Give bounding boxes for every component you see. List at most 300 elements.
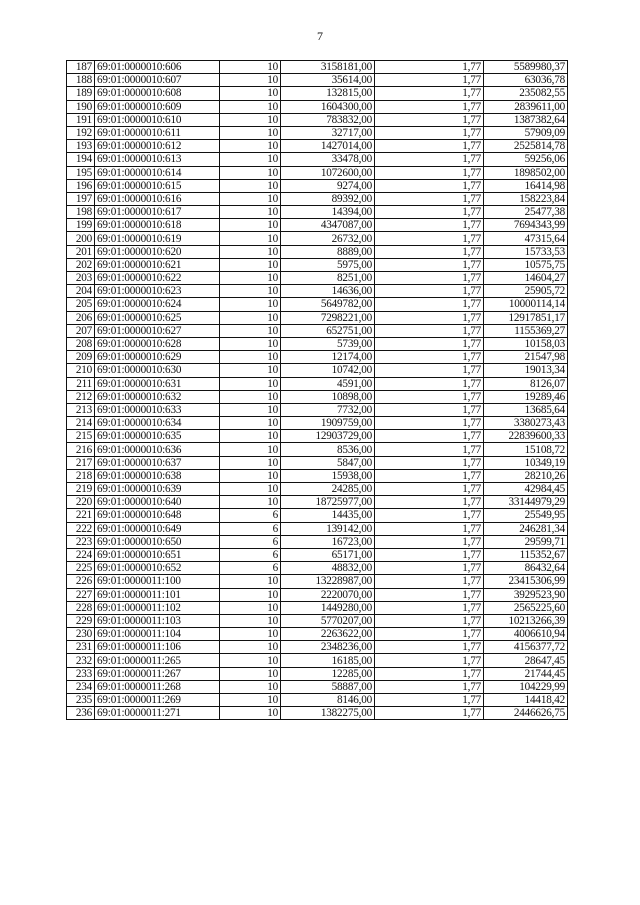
value-cell: 15938,00	[281, 469, 375, 482]
value-cell: 14636,00	[281, 285, 375, 298]
rate-cell: 10	[220, 258, 281, 271]
row-number-cell: 235	[67, 694, 95, 707]
coefficient-cell: 1,77	[375, 87, 484, 100]
amount-cell: 235082,55	[484, 87, 568, 100]
amount-cell: 25477,38	[484, 206, 568, 219]
row-number-cell: 209	[67, 351, 95, 364]
table-row	[67, 377, 568, 390]
coefficient-cell: 1,77	[375, 694, 484, 707]
rate-cell: 10	[220, 588, 281, 601]
cadastral-number-cell: 69:01:0000010:652	[95, 562, 220, 575]
value-cell: 33478,00	[281, 153, 375, 166]
row-number-cell: 233	[67, 667, 95, 680]
table-row	[67, 496, 568, 509]
row-number-cell: 205	[67, 298, 95, 311]
value-cell: 1449280,00	[281, 601, 375, 614]
amount-cell: 8126,07	[484, 377, 568, 390]
table-row	[67, 100, 568, 113]
cadastral-number-cell: 69:01:0000011:101	[95, 588, 220, 601]
row-number-cell: 222	[67, 522, 95, 535]
table-row	[67, 311, 568, 324]
table-row	[67, 219, 568, 232]
amount-cell: 28210,26	[484, 469, 568, 482]
table-row	[67, 654, 568, 667]
value-cell: 12174,00	[281, 351, 375, 364]
amount-cell: 2565225,60	[484, 601, 568, 614]
row-number-cell: 225	[67, 562, 95, 575]
cadastral-number-cell: 69:01:0000010:648	[95, 509, 220, 522]
data-table	[66, 60, 568, 720]
coefficient-cell: 1,77	[375, 614, 484, 627]
amount-cell: 10158,03	[484, 337, 568, 350]
table-row	[67, 179, 568, 192]
amount-cell: 14604,27	[484, 272, 568, 285]
amount-cell: 1898502,00	[484, 166, 568, 179]
coefficient-cell: 1,77	[375, 522, 484, 535]
rate-cell: 10	[220, 192, 281, 205]
value-cell: 1072600,00	[281, 166, 375, 179]
page-number: 7	[317, 29, 323, 43]
table-row	[67, 324, 568, 337]
row-number-cell: 212	[67, 390, 95, 403]
rate-cell: 10	[220, 140, 281, 153]
row-number-cell: 220	[67, 496, 95, 509]
cadastral-number-cell: 69:01:0000010:607	[95, 74, 220, 87]
coefficient-cell: 1,77	[375, 272, 484, 285]
cadastral-number-cell: 69:01:0000010:612	[95, 140, 220, 153]
row-number-cell: 194	[67, 153, 95, 166]
rate-cell: 10	[220, 654, 281, 667]
value-cell: 32717,00	[281, 126, 375, 139]
rate-cell: 10	[220, 707, 281, 720]
value-cell: 16185,00	[281, 654, 375, 667]
value-cell: 16723,00	[281, 535, 375, 548]
value-cell: 26732,00	[281, 232, 375, 245]
rate-cell: 10	[220, 232, 281, 245]
value-cell: 1382275,00	[281, 707, 375, 720]
rate-cell: 10	[220, 364, 281, 377]
amount-cell: 28647,45	[484, 654, 568, 667]
table-row	[67, 667, 568, 680]
row-number-cell: 201	[67, 245, 95, 258]
row-number-cell: 221	[67, 509, 95, 522]
cadastral-number-cell: 69:01:0000010:640	[95, 496, 220, 509]
amount-cell: 10575,75	[484, 258, 568, 271]
row-number-cell: 206	[67, 311, 95, 324]
coefficient-cell: 1,77	[375, 153, 484, 166]
amount-cell: 15108,72	[484, 443, 568, 456]
amount-cell: 19013,34	[484, 364, 568, 377]
rate-cell: 10	[220, 285, 281, 298]
row-number-cell: 207	[67, 324, 95, 337]
cadastral-number-cell: 69:01:0000010:608	[95, 87, 220, 100]
cadastral-number-cell: 69:01:0000010:613	[95, 153, 220, 166]
coefficient-cell: 1,77	[375, 483, 484, 496]
amount-cell: 21547,98	[484, 351, 568, 364]
rate-cell: 10	[220, 667, 281, 680]
coefficient-cell: 1,77	[375, 166, 484, 179]
coefficient-cell: 1,77	[375, 113, 484, 126]
table-row	[67, 232, 568, 245]
coefficient-cell: 1,77	[375, 575, 484, 588]
row-number-cell: 187	[67, 61, 95, 74]
amount-cell: 63036,78	[484, 74, 568, 87]
rate-cell: 10	[220, 272, 281, 285]
table-row	[67, 61, 568, 74]
row-number-cell: 211	[67, 377, 95, 390]
rate-cell: 10	[220, 614, 281, 627]
table-row	[67, 628, 568, 641]
table-row	[67, 337, 568, 350]
row-number-cell: 188	[67, 74, 95, 87]
cadastral-number-cell: 69:01:0000010:624	[95, 298, 220, 311]
amount-cell: 10000114,14	[484, 298, 568, 311]
cadastral-number-cell: 69:01:0000010:636	[95, 443, 220, 456]
value-cell: 12285,00	[281, 667, 375, 680]
coefficient-cell: 1,77	[375, 601, 484, 614]
table-row	[67, 298, 568, 311]
value-cell: 10898,00	[281, 390, 375, 403]
amount-cell: 47315,64	[484, 232, 568, 245]
rate-cell: 10	[220, 575, 281, 588]
row-number-cell: 231	[67, 641, 95, 654]
table-row	[67, 548, 568, 561]
amount-cell: 13685,64	[484, 403, 568, 416]
cadastral-number-cell: 69:01:0000010:637	[95, 456, 220, 469]
table-row	[67, 364, 568, 377]
rate-cell: 10	[220, 126, 281, 139]
cadastral-number-cell: 69:01:0000011:268	[95, 680, 220, 693]
table-row	[67, 694, 568, 707]
table-row	[67, 469, 568, 482]
value-cell: 58887,00	[281, 680, 375, 693]
rate-cell: 10	[220, 694, 281, 707]
cadastral-number-cell: 69:01:0000010:630	[95, 364, 220, 377]
row-number-cell: 224	[67, 548, 95, 561]
cadastral-number-cell: 69:01:0000010:651	[95, 548, 220, 561]
coefficient-cell: 1,77	[375, 680, 484, 693]
value-cell: 8536,00	[281, 443, 375, 456]
coefficient-cell: 1,77	[375, 417, 484, 430]
amount-cell: 5589980,37	[484, 61, 568, 74]
value-cell: 5975,00	[281, 258, 375, 271]
row-number-cell: 204	[67, 285, 95, 298]
row-number-cell: 197	[67, 192, 95, 205]
coefficient-cell: 1,77	[375, 311, 484, 324]
rate-cell: 10	[220, 61, 281, 74]
cadastral-number-cell: 69:01:0000010:619	[95, 232, 220, 245]
value-cell: 5770207,00	[281, 614, 375, 627]
coefficient-cell: 1,77	[375, 285, 484, 298]
value-cell: 1604300,00	[281, 100, 375, 113]
table-row	[67, 417, 568, 430]
value-cell: 13228987,00	[281, 575, 375, 588]
row-number-cell: 223	[67, 535, 95, 548]
coefficient-cell: 1,77	[375, 628, 484, 641]
row-number-cell: 189	[67, 87, 95, 100]
rate-cell: 10	[220, 324, 281, 337]
value-cell: 35614,00	[281, 74, 375, 87]
table-row	[67, 588, 568, 601]
table-row	[67, 272, 568, 285]
row-number-cell: 196	[67, 179, 95, 192]
rate-cell: 10	[220, 390, 281, 403]
value-cell: 652751,00	[281, 324, 375, 337]
row-number-cell: 219	[67, 483, 95, 496]
table-body	[67, 61, 568, 720]
table-row	[67, 456, 568, 469]
amount-cell: 25549,95	[484, 509, 568, 522]
row-number-cell: 214	[67, 417, 95, 430]
row-number-cell: 200	[67, 232, 95, 245]
table-row	[67, 113, 568, 126]
cadastral-number-cell: 69:01:0000010:615	[95, 179, 220, 192]
value-cell: 2263622,00	[281, 628, 375, 641]
amount-cell: 14418,42	[484, 694, 568, 707]
table-row	[67, 601, 568, 614]
coefficient-cell: 1,77	[375, 707, 484, 720]
coefficient-cell: 1,77	[375, 61, 484, 74]
row-number-cell: 203	[67, 272, 95, 285]
table-row	[67, 509, 568, 522]
rate-cell: 10	[220, 245, 281, 258]
row-number-cell: 226	[67, 575, 95, 588]
row-number-cell: 190	[67, 100, 95, 113]
value-cell: 1909759,00	[281, 417, 375, 430]
row-number-cell: 213	[67, 403, 95, 416]
amount-cell: 10349,19	[484, 456, 568, 469]
coefficient-cell: 1,77	[375, 232, 484, 245]
amount-cell: 115352,67	[484, 548, 568, 561]
cadastral-number-cell: 69:01:0000010:610	[95, 113, 220, 126]
value-cell: 48832,00	[281, 562, 375, 575]
coefficient-cell: 1,77	[375, 192, 484, 205]
rate-cell: 10	[220, 456, 281, 469]
row-number-cell: 210	[67, 364, 95, 377]
cadastral-number-cell: 69:01:0000010:634	[95, 417, 220, 430]
coefficient-cell: 1,77	[375, 206, 484, 219]
cadastral-number-cell: 69:01:0000010:606	[95, 61, 220, 74]
rate-cell: 6	[220, 522, 281, 535]
amount-cell: 104229,99	[484, 680, 568, 693]
table-row	[67, 206, 568, 219]
amount-cell: 246281,34	[484, 522, 568, 535]
rate-cell: 10	[220, 641, 281, 654]
coefficient-cell: 1,77	[375, 351, 484, 364]
value-cell: 4591,00	[281, 377, 375, 390]
rate-cell: 10	[220, 87, 281, 100]
rate-cell: 6	[220, 562, 281, 575]
cadastral-number-cell: 69:01:0000010:650	[95, 535, 220, 548]
coefficient-cell: 1,77	[375, 179, 484, 192]
table-row	[67, 535, 568, 548]
coefficient-cell: 1,77	[375, 74, 484, 87]
amount-cell: 16414,98	[484, 179, 568, 192]
coefficient-cell: 1,77	[375, 298, 484, 311]
amount-cell: 1155369,27	[484, 324, 568, 337]
table-row	[67, 192, 568, 205]
rate-cell: 6	[220, 548, 281, 561]
value-cell: 7732,00	[281, 403, 375, 416]
amount-cell: 158223,84	[484, 192, 568, 205]
amount-cell: 2839611,00	[484, 100, 568, 113]
rate-cell: 10	[220, 166, 281, 179]
coefficient-cell: 1,77	[375, 337, 484, 350]
coefficient-cell: 1,77	[375, 535, 484, 548]
cadastral-number-cell: 69:01:0000010:621	[95, 258, 220, 271]
coefficient-cell: 1,77	[375, 390, 484, 403]
row-number-cell: 215	[67, 430, 95, 443]
cadastral-number-cell: 69:01:0000010:635	[95, 430, 220, 443]
row-number-cell: 192	[67, 126, 95, 139]
amount-cell: 3929523,90	[484, 588, 568, 601]
value-cell: 18725977,00	[281, 496, 375, 509]
table-row	[67, 403, 568, 416]
value-cell: 12903729,00	[281, 430, 375, 443]
table-row	[67, 707, 568, 720]
cadastral-number-cell: 69:01:0000010:631	[95, 377, 220, 390]
table-row	[67, 483, 568, 496]
row-number-cell: 232	[67, 654, 95, 667]
coefficient-cell: 1,77	[375, 456, 484, 469]
coefficient-cell: 1,77	[375, 641, 484, 654]
cadastral-number-cell: 69:01:0000011:265	[95, 654, 220, 667]
rate-cell: 10	[220, 153, 281, 166]
cadastral-number-cell: 69:01:0000010:614	[95, 166, 220, 179]
row-number-cell: 193	[67, 140, 95, 153]
cadastral-number-cell: 69:01:0000010:617	[95, 206, 220, 219]
coefficient-cell: 1,77	[375, 364, 484, 377]
coefficient-cell: 1,77	[375, 377, 484, 390]
table-row	[67, 285, 568, 298]
cadastral-number-cell: 69:01:0000010:639	[95, 483, 220, 496]
value-cell: 783832,00	[281, 113, 375, 126]
value-cell: 65171,00	[281, 548, 375, 561]
amount-cell: 21744,45	[484, 667, 568, 680]
table-row	[67, 351, 568, 364]
rate-cell: 10	[220, 680, 281, 693]
table-row	[67, 74, 568, 87]
amount-cell: 59256,06	[484, 153, 568, 166]
value-cell: 5739,00	[281, 337, 375, 350]
cadastral-number-cell: 69:01:0000010:638	[95, 469, 220, 482]
coefficient-cell: 1,77	[375, 324, 484, 337]
table-row	[67, 153, 568, 166]
amount-cell: 15733,53	[484, 245, 568, 258]
amount-cell: 12917851,17	[484, 311, 568, 324]
row-number-cell: 228	[67, 601, 95, 614]
rate-cell: 10	[220, 417, 281, 430]
value-cell: 8146,00	[281, 694, 375, 707]
rate-cell: 10	[220, 628, 281, 641]
coefficient-cell: 1,77	[375, 140, 484, 153]
rate-cell: 10	[220, 74, 281, 87]
rate-cell: 10	[220, 483, 281, 496]
value-cell: 2348236,00	[281, 641, 375, 654]
coefficient-cell: 1,77	[375, 588, 484, 601]
amount-cell: 22839600,33	[484, 430, 568, 443]
cadastral-number-cell: 69:01:0000010:609	[95, 100, 220, 113]
rate-cell: 10	[220, 430, 281, 443]
table-row	[67, 140, 568, 153]
coefficient-cell: 1,77	[375, 430, 484, 443]
rate-cell: 10	[220, 113, 281, 126]
cadastral-number-cell: 69:01:0000010:633	[95, 403, 220, 416]
row-number-cell: 218	[67, 469, 95, 482]
coefficient-cell: 1,77	[375, 469, 484, 482]
value-cell: 8251,00	[281, 272, 375, 285]
cadastral-number-cell: 69:01:0000010:620	[95, 245, 220, 258]
rate-cell: 10	[220, 219, 281, 232]
amount-cell: 19289,46	[484, 390, 568, 403]
value-cell: 10742,00	[281, 364, 375, 377]
rate-cell: 10	[220, 337, 281, 350]
rate-cell: 10	[220, 377, 281, 390]
value-cell: 89392,00	[281, 192, 375, 205]
coefficient-cell: 1,77	[375, 100, 484, 113]
amount-cell: 4156377,72	[484, 641, 568, 654]
value-cell: 139142,00	[281, 522, 375, 535]
rate-cell: 10	[220, 403, 281, 416]
cadastral-number-cell: 69:01:0000010:611	[95, 126, 220, 139]
rate-cell: 10	[220, 496, 281, 509]
value-cell: 14394,00	[281, 206, 375, 219]
value-cell: 5847,00	[281, 456, 375, 469]
value-cell: 8889,00	[281, 245, 375, 258]
table-row	[67, 680, 568, 693]
cadastral-number-cell: 69:01:0000011:271	[95, 707, 220, 720]
rate-cell: 6	[220, 535, 281, 548]
amount-cell: 2446626,75	[484, 707, 568, 720]
cadastral-number-cell: 69:01:0000011:102	[95, 601, 220, 614]
cadastral-number-cell: 69:01:0000011:267	[95, 667, 220, 680]
cadastral-number-cell: 69:01:0000011:269	[95, 694, 220, 707]
amount-cell: 42984,45	[484, 483, 568, 496]
cadastral-number-cell: 69:01:0000010:622	[95, 272, 220, 285]
value-cell: 2220070,00	[281, 588, 375, 601]
amount-cell: 86432,64	[484, 562, 568, 575]
table-row	[67, 126, 568, 139]
row-number-cell: 198	[67, 206, 95, 219]
value-cell: 7298221,00	[281, 311, 375, 324]
row-number-cell: 191	[67, 113, 95, 126]
coefficient-cell: 1,77	[375, 654, 484, 667]
row-number-cell: 236	[67, 707, 95, 720]
rate-cell: 10	[220, 469, 281, 482]
row-number-cell: 202	[67, 258, 95, 271]
coefficient-cell: 1,77	[375, 126, 484, 139]
cadastral-number-cell: 69:01:0000010:632	[95, 390, 220, 403]
table-row	[67, 562, 568, 575]
amount-cell: 23415306,99	[484, 575, 568, 588]
table-row	[67, 87, 568, 100]
table-row	[67, 258, 568, 271]
row-number-cell: 229	[67, 614, 95, 627]
cadastral-number-cell: 69:01:0000010:625	[95, 311, 220, 324]
value-cell: 1427014,00	[281, 140, 375, 153]
row-number-cell: 230	[67, 628, 95, 641]
amount-cell: 4006610,94	[484, 628, 568, 641]
value-cell: 9274,00	[281, 179, 375, 192]
row-number-cell: 199	[67, 219, 95, 232]
cadastral-number-cell: 69:01:0000010:623	[95, 285, 220, 298]
table-row	[67, 430, 568, 443]
rate-cell: 10	[220, 298, 281, 311]
amount-cell: 2525814,78	[484, 140, 568, 153]
rate-cell: 10	[220, 443, 281, 456]
value-cell: 14435,00	[281, 509, 375, 522]
cadastral-number-cell: 69:01:0000010:629	[95, 351, 220, 364]
